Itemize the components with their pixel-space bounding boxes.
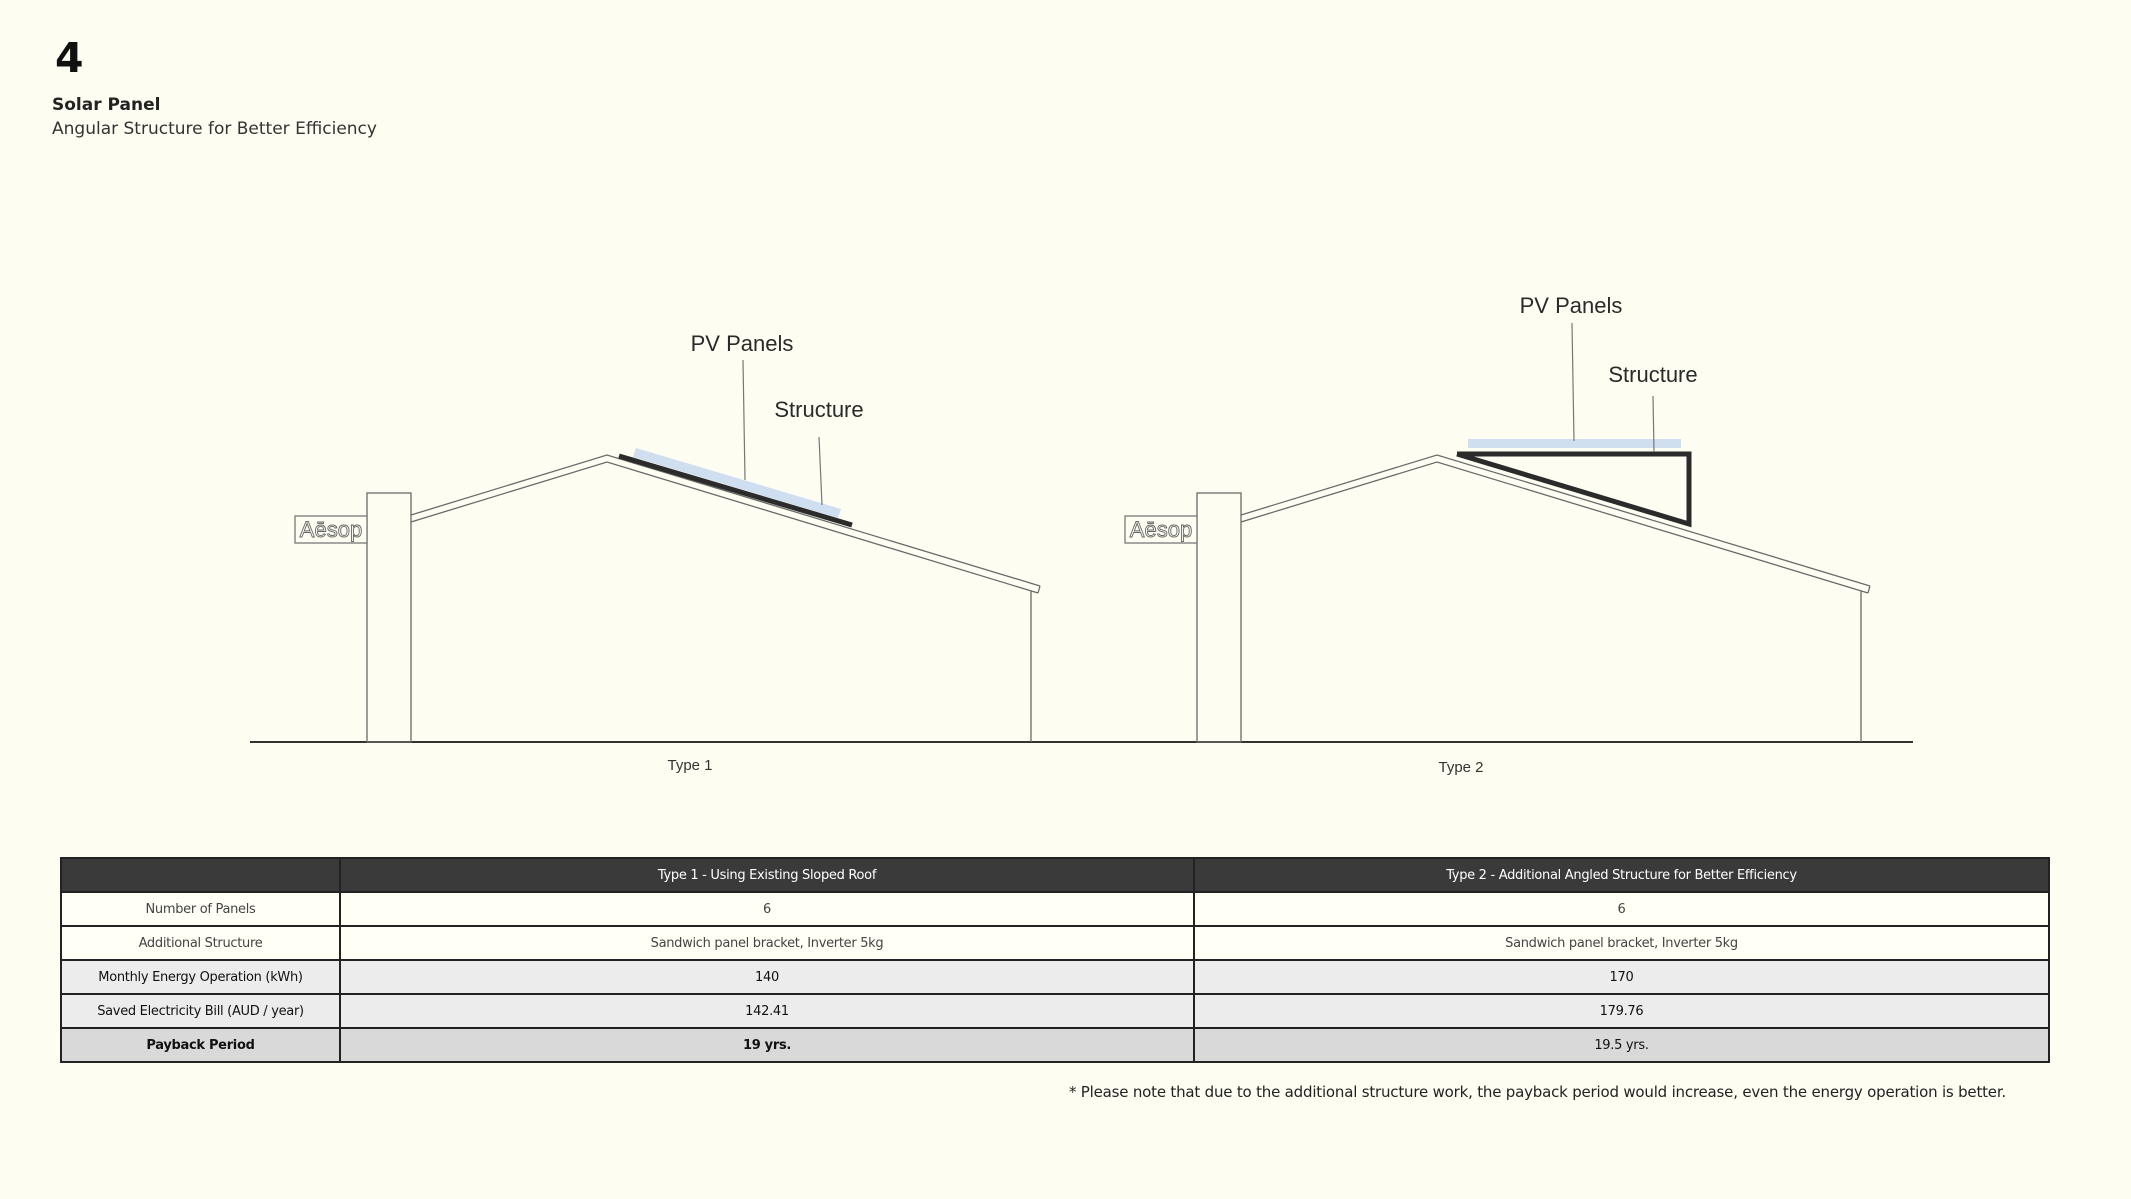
type1-parapet-wall [367,493,411,742]
type2-building [1125,293,1870,776]
type1-pv-label: PV Panels [690,331,794,356]
table-row [61,892,2049,926]
type2-structure-label: Structure [1608,362,1698,387]
type1-roof-end [1038,586,1040,593]
type2-value: 19.5 yrs. [1194,1028,2049,1062]
type2-value: 6 [1194,892,2049,926]
type1-pv-panel [633,448,841,518]
type1-value: 142.41 [340,994,1194,1028]
type1-structure-leader [819,437,822,505]
type1-structure-label: Structure [774,397,864,422]
type1-structure [619,456,852,525]
type1-pv-leader [743,360,745,480]
type1-value: 140 [340,960,1194,994]
type2-roof-end [1868,586,1870,593]
comparison-table [60,857,2050,1063]
type2-angled-structure [1457,454,1689,524]
row-label: Additional Structure [61,926,340,960]
type1-building [295,331,1040,774]
type2-parapet-wall [1197,493,1241,742]
type1-value: 6 [340,892,1194,926]
type1-value: Sandwich panel bracket, Inverter 5kg [340,926,1194,960]
type2-signage-text: Aēsop [1129,517,1193,542]
header-type2: Type 2 - Additional Angled Structure for Better Efficiency [1194,858,2049,892]
row-label: Saved Electricity Bill (AUD / year) [61,994,340,1028]
type1-signage-text: Aēsop [299,517,363,542]
table-row [61,994,2049,1028]
type2-pv-leader [1572,323,1574,441]
row-label: Payback Period [61,1028,340,1062]
type2-value: 170 [1194,960,2049,994]
header-type1: Type 1 - Using Existing Sloped Roof [340,858,1194,892]
footnote: * Please note that due to the additional structure work, the payback period would increase, even the energy operation is better. [1068,1083,2006,1101]
table-row [61,926,2049,960]
type2-value: 179.76 [1194,994,2049,1028]
table-row-payback [61,1028,2049,1062]
row-label: Number of Panels [61,892,340,926]
type2-roof-outer [1241,455,1870,586]
page-title: Solar Panel [52,95,161,115]
type1-value: 19 yrs. [340,1028,1194,1062]
type2-pv-label: PV Panels [1519,293,1623,318]
table-row [61,960,2049,994]
page-number: 4 [55,34,84,82]
type2-value: Sandwich panel bracket, Inverter 5kg [1194,926,2049,960]
type1-caption: Type 1 [667,757,713,774]
type2-caption: Type 2 [1438,759,1484,776]
page-subtitle: Angular Structure for Better Efficiency [52,119,377,139]
header-empty [61,858,340,892]
row-label: Monthly Energy Operation (kWh) [61,960,340,994]
table-header-row [61,858,2049,892]
